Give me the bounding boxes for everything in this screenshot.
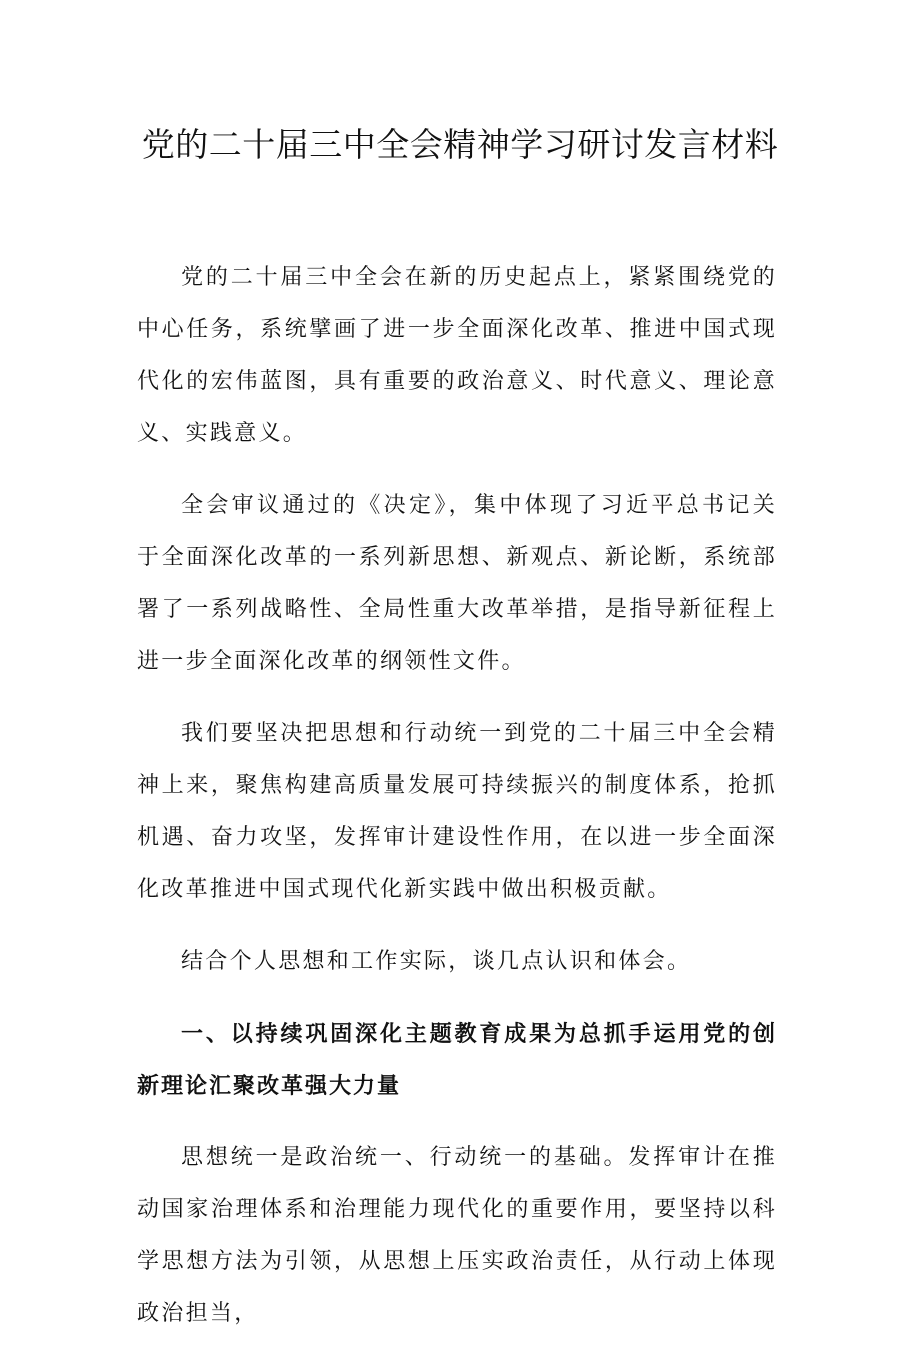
paragraph-transition: 结合个人思想和工作实际，谈几点认识和体会。 [181,949,692,974]
section-paragraph: 思想统一是政治统一、行动统一的基础。发挥审计在推动国家治理体系和治理能力现代化的重要作用，要坚持以科学思想方法为引领，从思想上压实政治责任，从行动上体现政治担当， [137,1145,777,1326]
paragraph-intro: 党的二十届三中全会在新的历史起点上，紧紧围绕党的中心任务，系统擘画了进一步全面深化改革、推进中国式现代化的宏伟蓝图，具有重要的政治意义、时代意义、理论意义、实践意义。 [137,265,777,446]
document-title: 党的二十届三中全会精神学习研讨发言材料 [141,125,779,164]
document-body [137,252,777,1360]
paragraph-commitment: 我们要坚决把思想和行动统一到党的二十届三中全会精神上来，聚焦构建高质量发展可持续振兴的制度体系，抢抓机遇、奋力攻坚，发挥审计建设性作用，在以进一步全面深化改革推进中国式现代化新实践中做出积极贡献。 [137,721,777,902]
paragraph-decision: 全会审议通过的《决定》，集中体现了习近平总书记关于全面深化改革的一系列新思想、新观点、新论断，系统部署了一系列战略性、全局性重大改革举措，是指导新征程上进一步全面深化改革的纲领性文件。 [137,493,777,674]
section-heading: 一、以持续巩固深化主题教育成果为总抓手运用党的创新理论汇聚改革强大力量 [137,1021,777,1099]
